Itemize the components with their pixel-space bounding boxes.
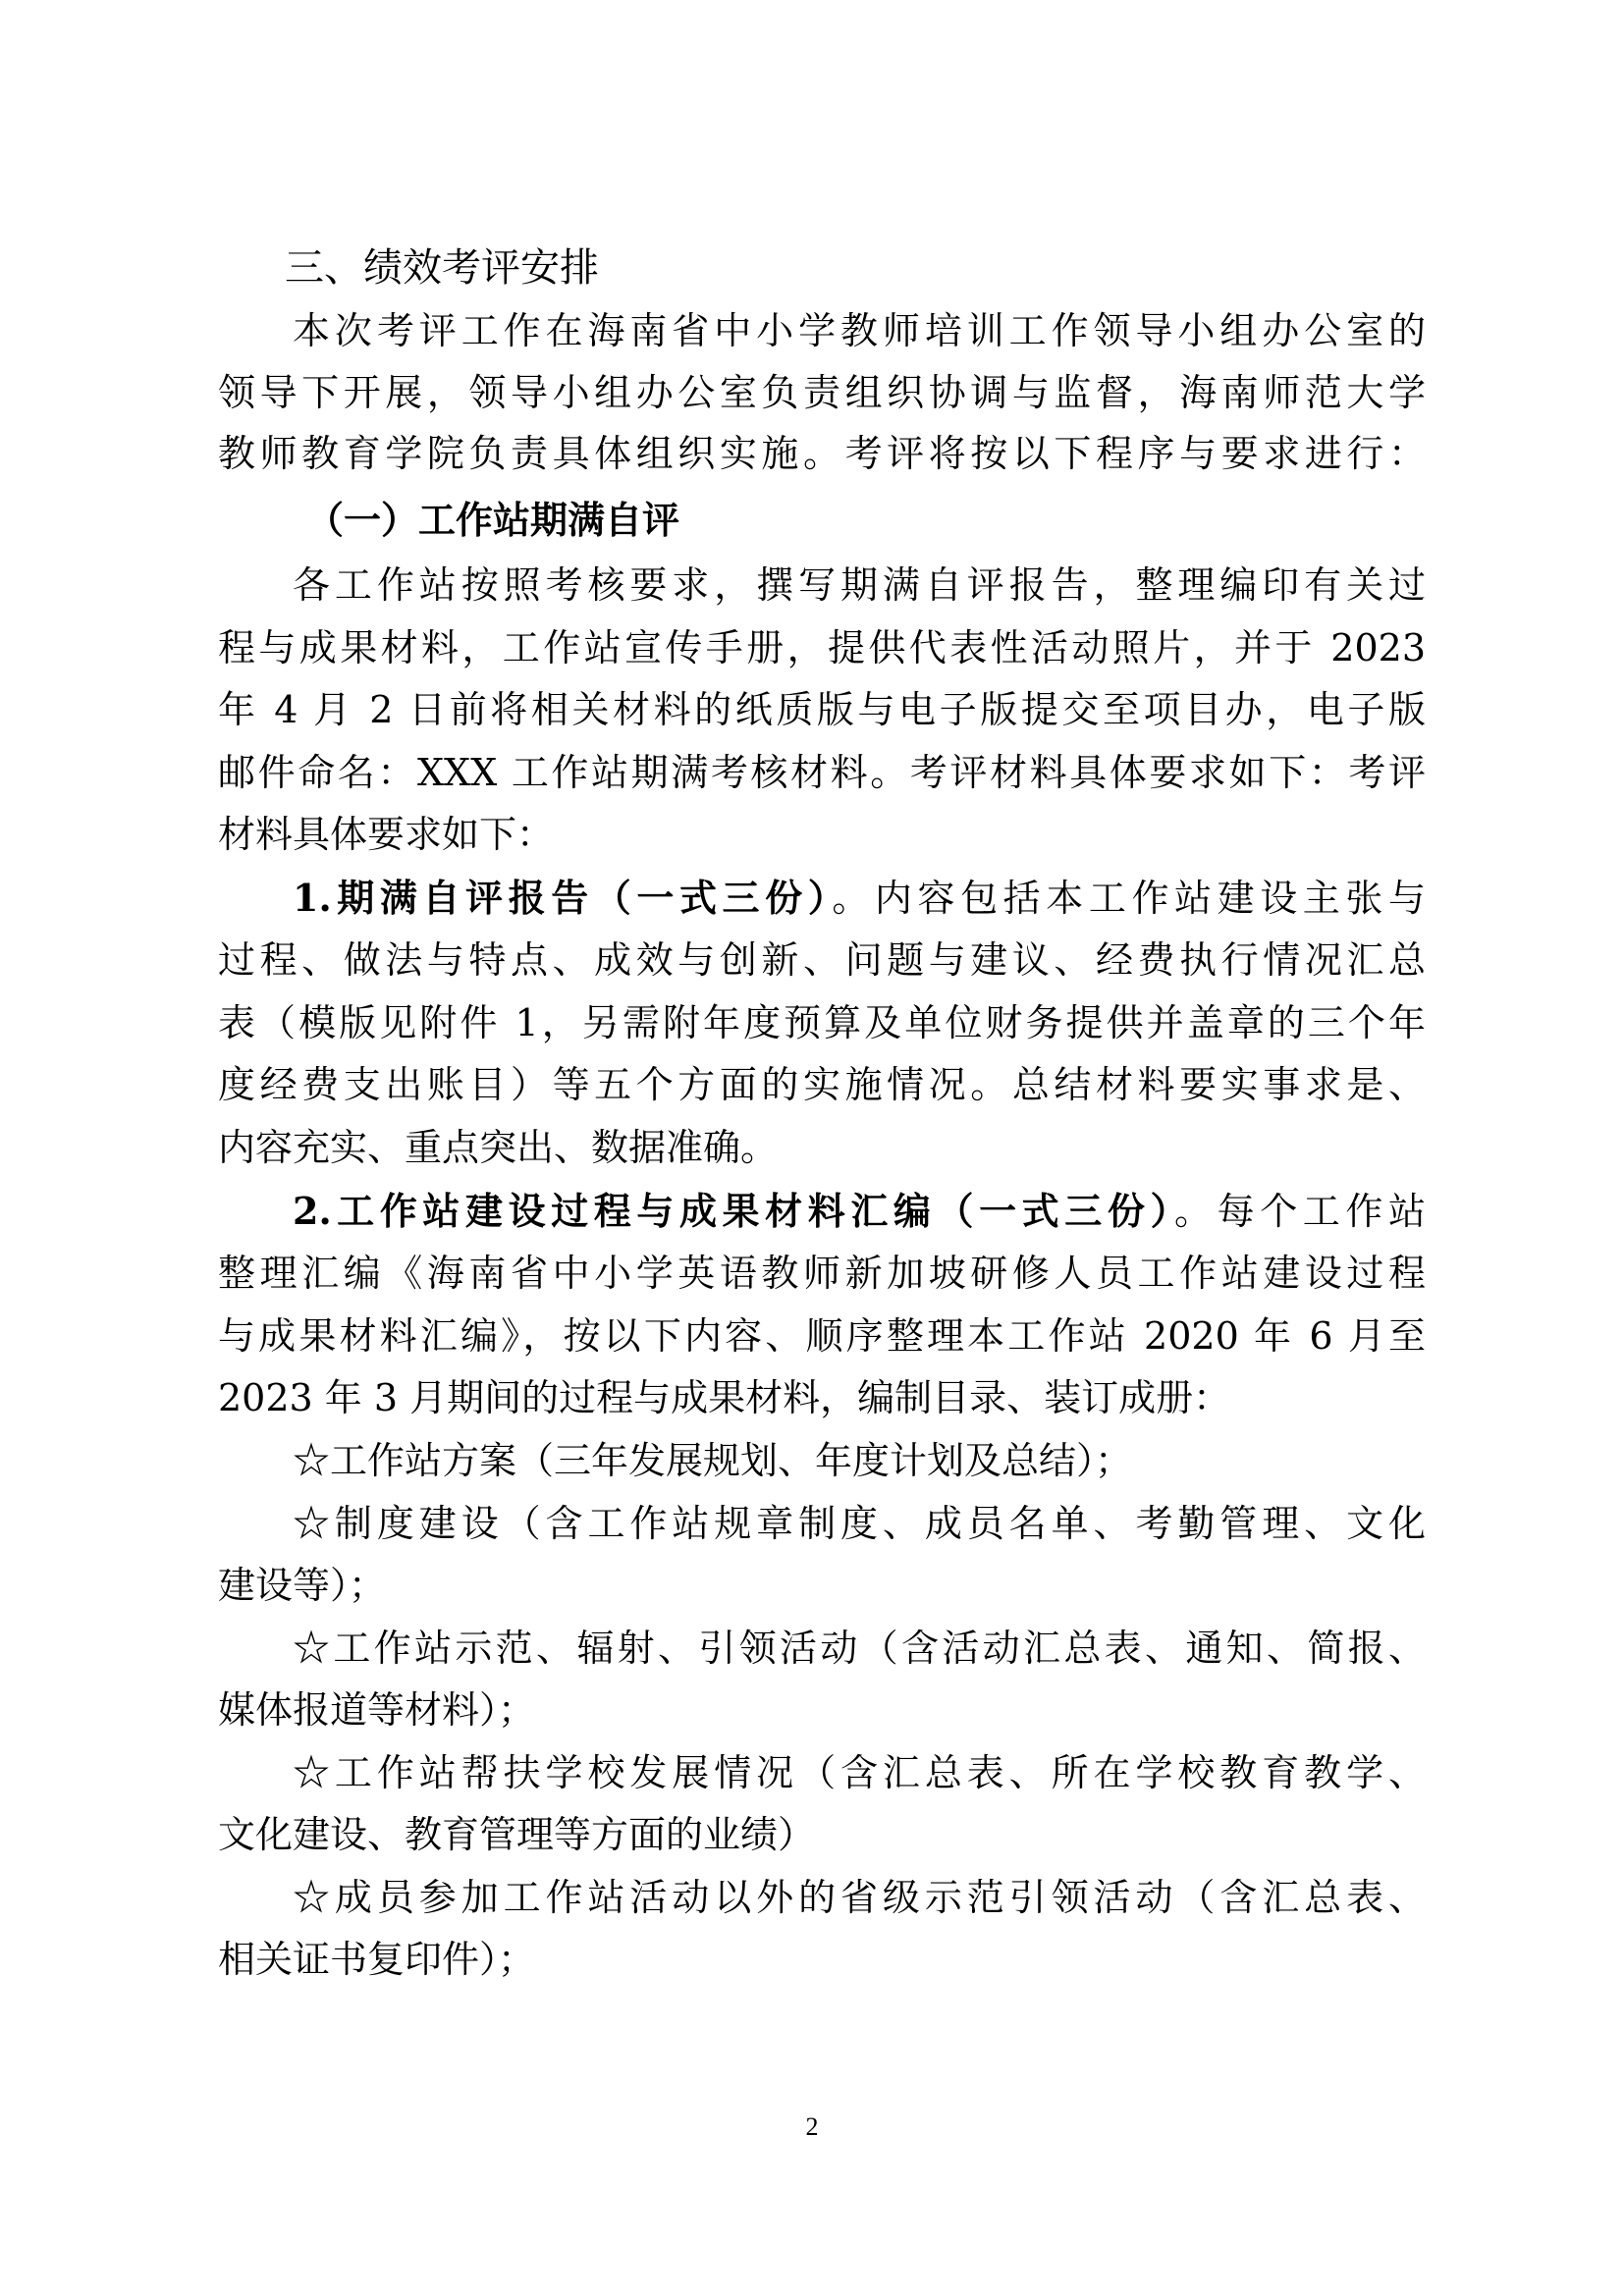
paragraph-line: 各工作站按照考核要求，撰写期满自评报告，整理编印有关过 (293, 563, 1426, 607)
item-1-title: 1.期满自评报告（一式三份） (293, 876, 833, 920)
paragraph-line: 邮件命名：XXX 工作站期满考核材料。考评材料具体要求如下：考评 (218, 751, 1426, 794)
paragraph-line: 与成果材料汇编》，按以下内容、顺序整理本工作站 2020 年 6 月至 (218, 1314, 1426, 1358)
item-2-first-line (293, 1182, 1426, 1241)
bullet-item-continuation: 建设等）； (218, 1564, 387, 1607)
bullet-item-continuation: 媒体报道等材料）； (218, 1688, 536, 1732)
paragraph-line: 领导下开展，领导小组办公室负责组织协调与监督，海南师范大学 (218, 371, 1426, 414)
paragraph-line: 过程、做法与特点、成效与创新、问题与建议、经费执行情况汇总 (218, 938, 1426, 982)
item-2-text: 。每个工作站 (1174, 1190, 1426, 1233)
paragraph-line: 本次考评工作在海南省中小学教师培训工作领导小组办公室的 (293, 309, 1426, 352)
paragraph-line: 程与成果材料，工作站宣传手册，提供代表性活动照片，并于 2023 (218, 626, 1426, 669)
bullet-item-continuation: 文化建设、教育管理等方面的业绩） (218, 1813, 816, 1856)
paragraph-line: 表（模版见附件 1，另需附年度预算及单位财务提供并盖章的三个年 (218, 1001, 1426, 1044)
item-1-first-line (293, 869, 1426, 928)
subsection-heading: （一）工作站期满自评 (306, 498, 680, 542)
bullet-item: ☆工作站帮扶学校发展情况（含汇总表、所在学校教育教学、 (293, 1751, 1426, 1794)
bullet-item: ☆制度建设（含工作站规章制度、成员名单、考勤管理、文化 (293, 1502, 1426, 1545)
paragraph-line: 度经费支出账目）等五个方面的实施情况。总结材料要实事求是、 (218, 1063, 1426, 1106)
bullet-item: ☆工作站示范、辐射、引领活动（含活动汇总表、通知、简报、 (293, 1627, 1426, 1670)
bullet-item: ☆工作站方案（三年发展规划、年度计划及总结）； (293, 1439, 1133, 1482)
paragraph-line: 年 4 月 2 日前将相关材料的纸质版与电子版提交至项目办，电子版 (218, 688, 1426, 731)
paragraph-line: 2023 年 3 月期间的过程与成果材料，编制目录、装订成册： (218, 1376, 1231, 1419)
page-number: 2 (805, 2112, 819, 2141)
paragraph-line: 内容充实、重点突出、数据准确。 (218, 1126, 779, 1169)
paragraph-line: 材料具体要求如下： (218, 813, 555, 856)
item-1-text: 。内容包括本工作站建设主张与 (832, 877, 1426, 920)
bullet-item-continuation: 相关证书复印件）； (218, 1938, 536, 1981)
paragraph-line: 整理汇编《海南省中小学英语教师新加坡研修人员工作站建设过程 (218, 1252, 1426, 1295)
bullet-item: ☆成员参加工作站活动以外的省级示范引领活动（含汇总表、 (293, 1876, 1426, 1919)
section-heading: 三、绩效考评安排 (285, 245, 599, 291)
item-2-title: 2.工作站建设过程与成果材料汇编（一式三份） (293, 1189, 1175, 1233)
paragraph-line: 教师教育学院负责具体组织实施。考评将按以下程序与要求进行： (218, 432, 1426, 475)
